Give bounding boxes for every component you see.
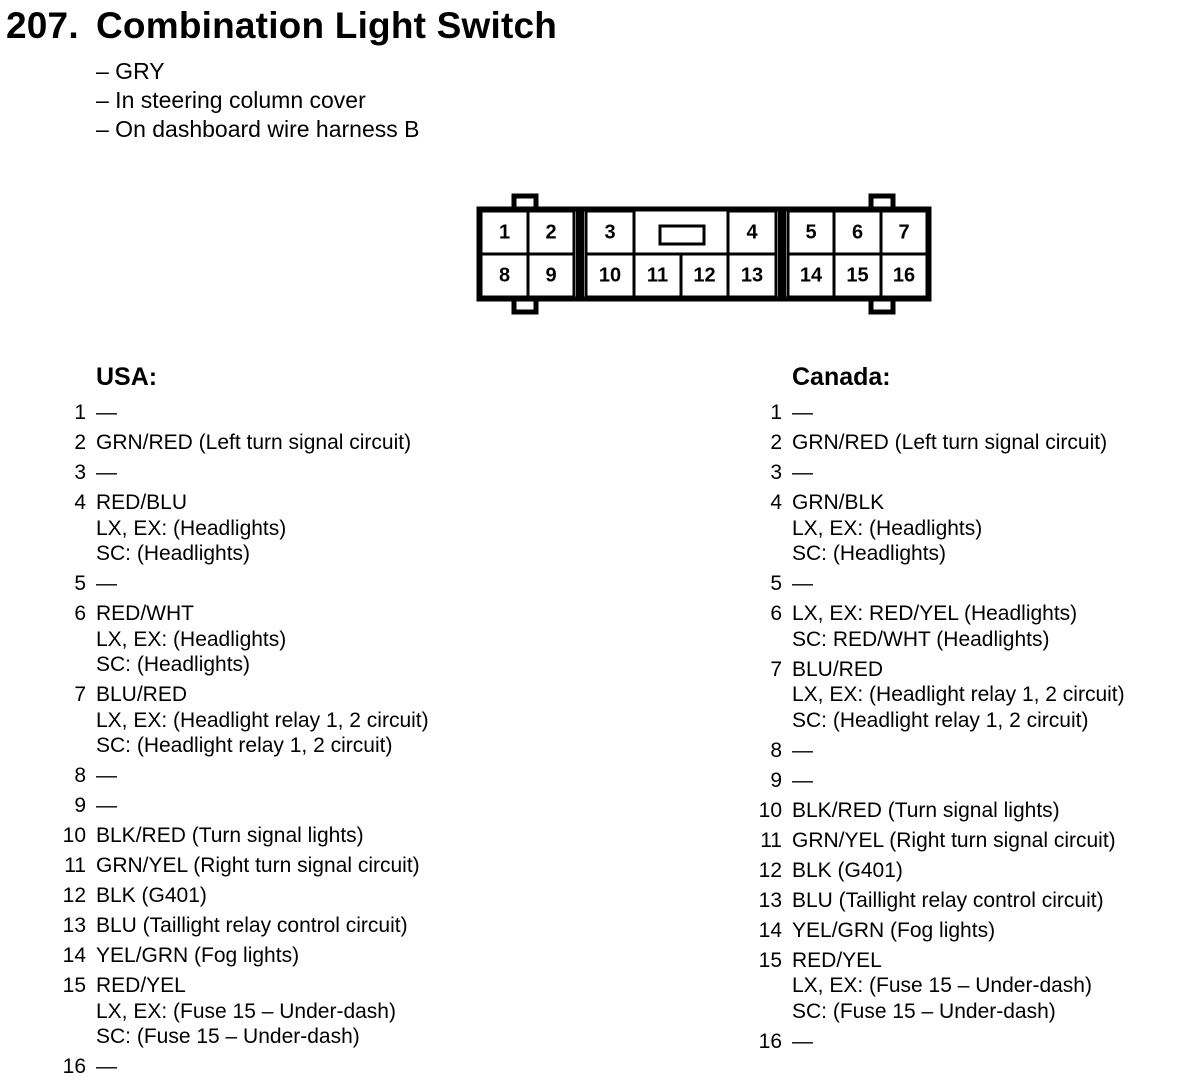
terminal-number: 4 [770,491,782,514]
terminal-line: GRN/YEL (Right turn signal circuit) [96,854,420,877]
terminal-line: BLK/RED (Turn signal lights) [96,824,364,847]
canada-heading: Canada: [792,363,891,391]
terminal-number: 6 [74,602,86,625]
connector-color: – GRY [96,58,165,84]
terminal-item [54,913,429,939]
terminal-item [54,793,429,819]
terminal-item [750,460,1125,486]
terminal-number: 4 [74,491,86,514]
pin-label-4: 4 [746,221,758,244]
terminal-line: BLU/RED [792,657,884,681]
terminal-line: — [96,764,117,787]
terminal-number: 6 [770,602,782,625]
terminal-line: — [792,461,813,484]
terminal-number: 11 [64,854,86,877]
terminal-description [792,1029,813,1055]
terminal-item [750,738,1125,764]
terminal-description [96,460,117,486]
terminal-description [792,858,903,884]
pin-label-10: 10 [598,264,622,287]
terminal-item [54,490,429,567]
terminal-item [54,460,429,486]
terminal-description [792,601,1077,652]
terminal-number: 7 [74,683,86,706]
terminal-description [96,943,299,969]
terminal-line: LX, EX: (Headlights) [96,627,287,651]
terminal-description [792,430,1107,456]
terminal-description [96,400,117,426]
terminal-line: — [792,401,813,424]
terminal-number: 5 [74,572,86,595]
terminal-line: — [96,794,117,817]
usa-section [54,360,429,1084]
terminal-number: 2 [74,431,86,454]
terminal-number: 5 [770,572,782,595]
terminal-item [54,601,429,678]
terminal-item [54,883,429,909]
terminal-item [750,571,1125,597]
terminal-line: GRN/BLK [792,491,885,514]
connector-location: – In steering column cover [96,87,366,113]
terminal-line: — [792,572,813,595]
terminal-number: 8 [74,764,86,787]
terminal-description [792,400,813,426]
terminal-line: — [96,401,117,424]
terminal-item [54,682,429,759]
terminal-item [54,430,429,456]
terminal-line: BLK/RED (Turn signal lights) [792,798,1060,822]
terminal-description [96,490,286,567]
terminal-line: LX, EX: RED/YEL (Headlights) [792,602,1078,625]
terminal-line: BLU/RED [96,683,188,706]
terminal-description [96,571,117,597]
terminal-item [750,798,1125,824]
terminal-number: 13 [758,888,782,912]
pin-label-7: 7 [898,221,910,244]
terminal-item [750,768,1125,794]
terminal-line: SC: (Headlights) [792,542,947,565]
terminal-line: SC: (Fuse 15 – Under-dash) [96,1025,360,1048]
terminal-line: — [96,572,117,595]
terminal-description [792,571,813,597]
terminal-number: 9 [74,794,86,817]
terminal-number: 9 [770,768,782,792]
terminal-line: LX, EX: (Fuse 15 – Under-dash) [792,974,1092,997]
terminal-number: 3 [770,461,782,484]
terminal-description [792,828,1116,854]
terminal-description [792,768,813,794]
terminal-item [54,973,429,1050]
terminal-number: 8 [770,738,782,762]
title-text: Combination Light Switch [96,5,558,46]
terminal-item [750,400,1125,426]
terminal-line: GRN/YEL (Right turn signal circuit) [792,828,1116,852]
terminal-item [750,918,1125,944]
terminal-item [750,601,1125,652]
pin-label-14: 14 [799,264,823,287]
terminal-line: GRN/RED (Left turn signal circuit) [96,431,412,454]
terminal-line: LX, EX: (Headlights) [96,516,287,540]
terminal-line: BLK (G401) [792,858,903,882]
terminal-line: RED/YEL [792,948,882,972]
terminal-item [750,657,1125,734]
terminal-number: 15 [758,948,782,972]
terminal-line: — [96,461,117,484]
terminal-description [792,657,1125,734]
connector-info-list [96,57,419,144]
terminal-description [96,682,429,759]
terminal-item [54,853,429,879]
terminal-number: 13 [62,914,86,937]
terminal-line: BLK (G401) [96,884,207,907]
terminal-line: RED/BLU [96,491,188,514]
connector-diagram [476,192,936,318]
terminal-line: BLU (Taillight relay control circuit) [792,888,1104,912]
terminal-number: 16 [758,1029,782,1053]
terminal-item [750,888,1125,914]
terminal-number: 14 [62,944,86,967]
terminal-item [750,858,1125,884]
terminal-line: RED/YEL [96,974,186,997]
terminal-number: 12 [758,858,782,882]
terminal-item [54,823,429,849]
terminal-number: 14 [758,918,782,942]
key-slot [660,226,704,244]
pin-label-3: 3 [604,221,616,244]
terminal-line: YEL/GRN (Fog lights) [792,918,996,942]
terminal-line: SC: (Headlights) [96,653,251,676]
pin-label-8: 8 [498,264,511,287]
divider-right [778,209,786,299]
terminal-description [96,793,117,819]
pin-label-5: 5 [805,221,817,244]
terminal-number: 3 [74,461,86,484]
pin-label-15: 15 [846,264,869,287]
terminal-item [54,763,429,789]
terminal-description [792,738,813,764]
pin-label-11: 11 [646,264,669,287]
terminal-line: GRN/RED (Left turn signal circuit) [792,431,1108,454]
terminal-description [792,918,995,944]
terminal-item [750,828,1125,854]
terminal-number: 1 [770,401,782,424]
title-number: 207. [6,5,79,46]
terminal-item [54,1054,429,1080]
pin-label-2: 2 [545,221,557,244]
connector-harness: – On dashboard wire harness B [96,116,420,142]
usa-terminal-list [54,400,429,1080]
terminal-number: 11 [760,828,782,852]
terminal-description [96,823,364,849]
terminal-number: 16 [62,1055,86,1078]
terminal-item [54,571,429,597]
terminal-line: SC: RED/WHT (Headlights) [792,627,1050,651]
canada-section [750,360,1125,1059]
terminal-line: BLU (Taillight relay control circuit) [96,914,408,937]
terminal-number: 10 [62,824,86,847]
terminal-line: LX, EX: (Headlight relay 1, 2 circuit) [96,708,429,732]
divider-left [576,209,584,299]
terminal-line: — [792,768,813,792]
terminal-line: YEL/GRN (Fog lights) [96,944,300,967]
pin-label-6: 6 [851,221,864,244]
terminal-line: RED/WHT [96,602,194,625]
terminal-description [96,883,207,909]
pin-label-1: 1 [498,221,511,244]
terminal-item [750,490,1125,567]
terminal-item [750,948,1125,1025]
terminal-number: 2 [770,431,782,454]
pin-label-12: 12 [693,264,716,287]
terminal-number: 12 [62,884,86,907]
terminal-item [54,943,429,969]
terminal-description [792,948,1092,1025]
pin-label-16: 16 [892,264,916,287]
terminal-line: LX, EX: (Headlight relay 1, 2 circuit) [792,683,1125,706]
terminal-line: — [96,1055,117,1078]
terminal-line: — [792,1029,813,1053]
terminal-number: 7 [770,657,782,681]
terminal-line: LX, EX: (Headlights) [792,516,983,540]
terminal-description [792,490,982,567]
terminal-item [750,1029,1125,1055]
terminal-item [54,400,429,426]
canada-terminal-list [750,400,1125,1054]
terminal-item [750,430,1125,456]
terminal-line: SC: (Headlight relay 1, 2 circuit) [792,708,1089,732]
usa-heading: USA: [96,363,158,391]
terminal-description [96,763,117,789]
terminal-number: 10 [758,798,782,822]
terminal-description [96,1054,117,1080]
terminal-line: SC: (Fuse 15 – Under-dash) [792,999,1056,1023]
terminal-description [792,798,1060,824]
terminal-description [96,601,286,678]
pin-label-13: 13 [740,264,764,287]
terminal-number: 15 [62,974,86,997]
terminal-line: SC: (Headlights) [96,542,251,565]
terminal-description [96,430,411,456]
terminal-line: SC: (Headlight relay 1, 2 circuit) [96,734,393,757]
page-title [6,2,557,50]
terminal-description [96,973,396,1050]
terminal-number: 1 [74,401,86,424]
terminal-description [792,460,813,486]
terminal-line: LX, EX: (Fuse 15 – Under-dash) [96,999,396,1023]
pin-label-9: 9 [545,264,557,287]
terminal-line: — [792,738,813,762]
terminal-description [96,853,420,879]
terminal-description [96,913,408,939]
terminal-description [792,888,1104,914]
